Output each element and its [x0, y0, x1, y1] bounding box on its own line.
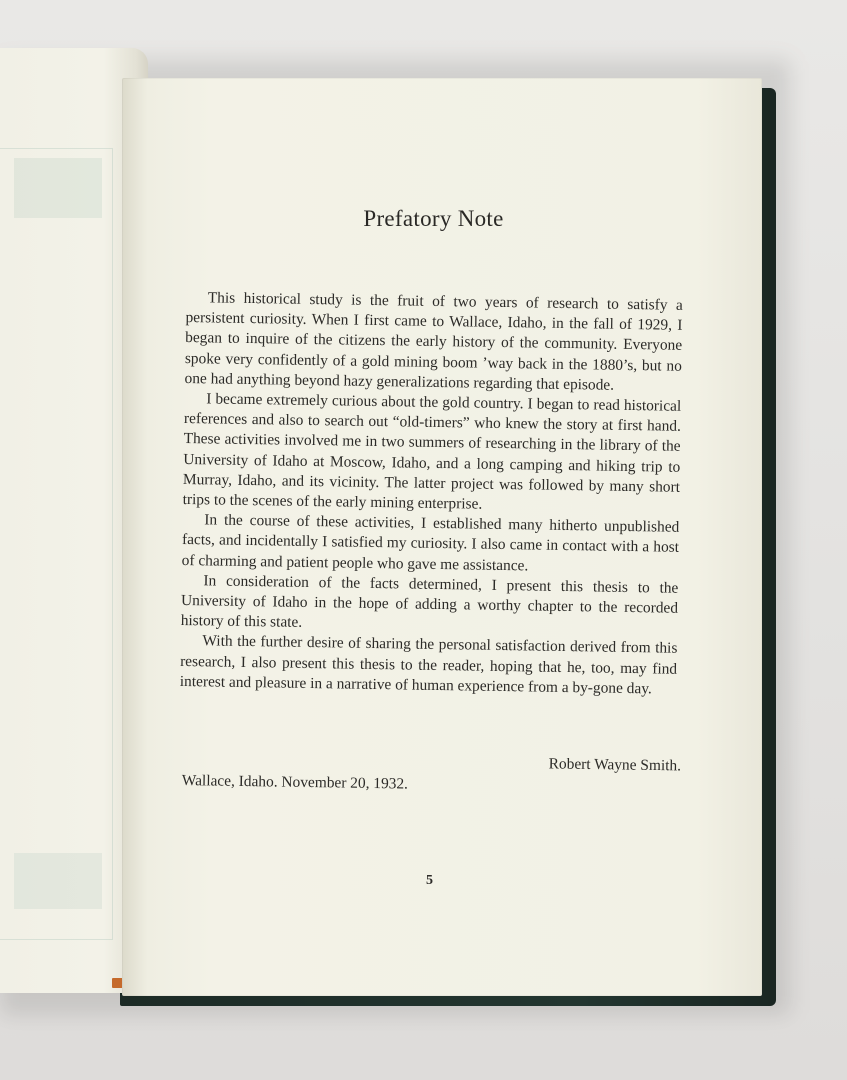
- body-text: [180, 288, 683, 700]
- page-title: Prefatory Note: [363, 206, 504, 231]
- author-signature: Robert Wayne Smith.: [548, 755, 682, 775]
- left-page-show-through-ornament: [14, 853, 102, 909]
- paragraph-5: With the further desire of sharing the personal satisfaction derived from this research, I also present this thesis to the reader, hoping that he, too, may find interest and pleasure in a narrative of human experience from a by-gone day.: [179, 632, 678, 698]
- place-and-date: Wallace, Idaho. November 20, 1932.: [181, 772, 409, 793]
- left-page-show-through-frame: [0, 148, 113, 940]
- paragraph-3: In the course of these activities, I established many hitherto unpublished facts, and incidentally I satisfied my curiosity. I also came in contact with a host of charming and patient people who gave me assistance.: [181, 511, 680, 575]
- paragraph-2: I became extremely curious about the gold country. I began to read historical references and also to search out “old-timers” who knew the story at first hand. These activities involved me in two summers of researching in the library of the University of Idaho at Moscow, Idaho, and a long camping and hiking trip to Murray, Idaho, and its vicinity. The latter project was followed by many short trips to the scenes of the early mining enterprise.: [182, 390, 682, 513]
- paragraph-1: This historical study is the fruit of two years of research to satisfy a persistent curiosity. When I first came to Wallace, Idaho, in the fall of 1929, I began to inquire of the citizens the early history of the community. Everyone spoke very confidently of a gold mining boom ’way back in the 1880’s, but no one had anything beyond hazy generalizations regarding that episode.: [184, 289, 683, 394]
- page-number: 5: [426, 873, 433, 888]
- paragraph-4: In consideration of the facts determined, I present this thesis to the University of Idaho in the hope of adding a worthy chapter to the recorded history of this state.: [180, 572, 679, 632]
